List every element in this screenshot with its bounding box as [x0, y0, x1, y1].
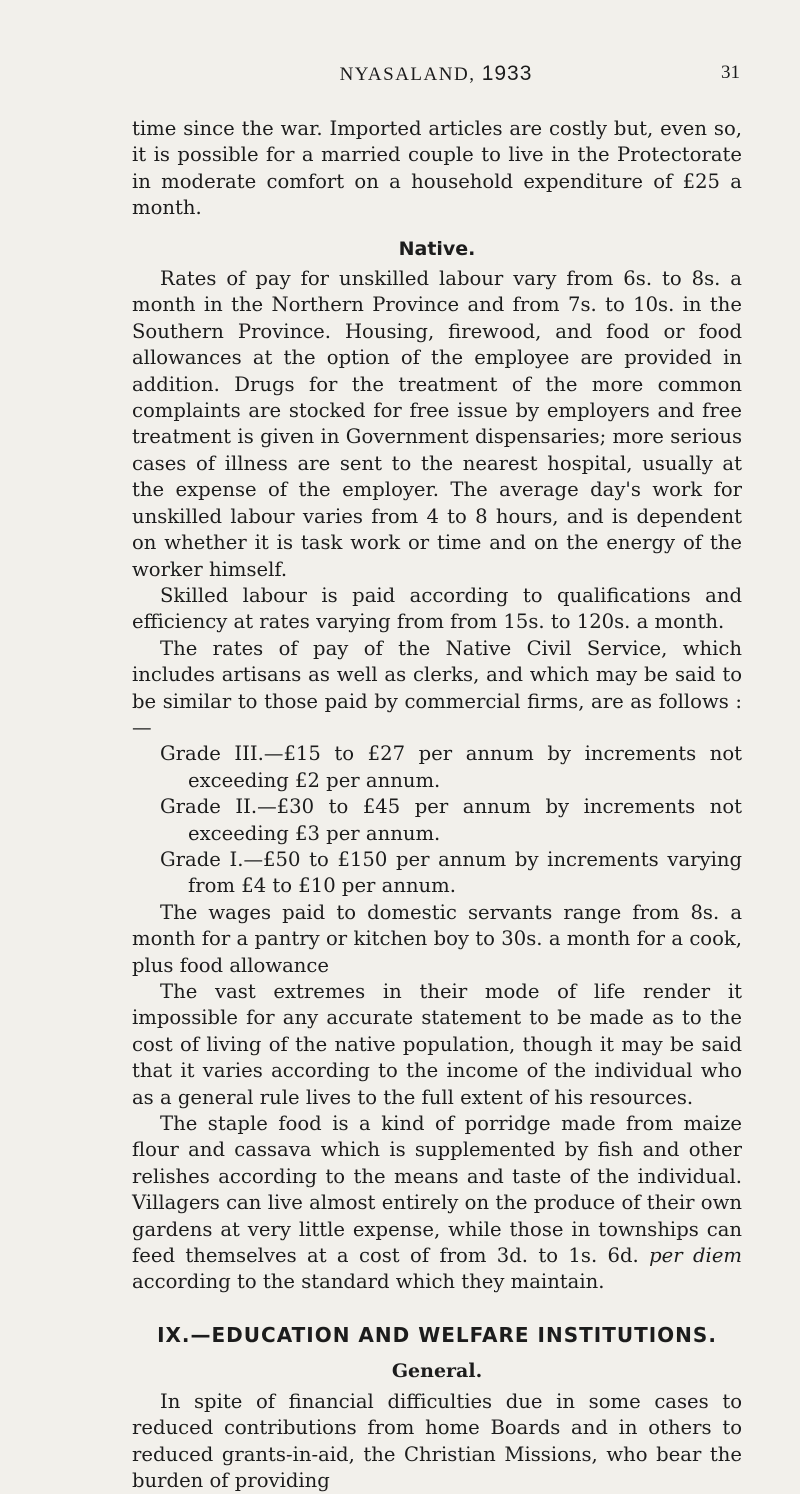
native-paragraph-1: Rates of pay for unskilled labour vary from 6s. to 8s. a month in the Northern Province and from 7s. to 10s. in the Southern Province. Housing, firewood, and food or food allowances at the option of the employee are provided in addition. Drugs for the treatment of the more common complaints are stocked for free issue by employers and free treatment is given in Government dispensaries; more serious cases of illness are sent to the nearest hospital, usually at the expense of the employer. The average day's work for unskilled labour varies from 4 to 8 hours, and is dependent on whether it is task work or time and on the energy of the worker himself.: [132, 267, 742, 581]
running-head-title: NYASALAND,: [339, 64, 482, 85]
section-heading: IX.—EDUCATION AND WELFARE INSTITUTIONS.: [157, 1322, 717, 1347]
running-head-year: 1933: [481, 62, 533, 85]
native-paragraph-6: [132, 1111, 742, 1296]
staple-food-text: The staple food is a kind of porridge made from maize flour and cassava which is supplemented by fish and other relishes according to the means and taste of the individual. Villagers can live almost entirely on the produce of their own gardens at very little expense, while those in townships can feed themselves at a cost of from 3d. to 1s. 6d.: [132, 1112, 742, 1268]
native-paragraph-3: The rates of pay of the Native Civil Service, which includes artisans as well as clerks, and which may be said to be similar to those paid by commercial firms, are as follows :—: [132, 636, 742, 739]
grade-item: [132, 794, 742, 847]
page-number: 31: [721, 62, 740, 83]
grade-item-text: Grade II.—£30 to £45 per annum by increments not exceeding £3 per annum.: [160, 795, 742, 845]
grade-item: [132, 847, 742, 900]
native-paragraph-5: The vast extremes in their mode of life render it impossible for any accurate statement to be made as to the cost of living of the native population, though it may be said that it varies according to the income of the individual who as a general rule lives to the full extent of his resources.: [132, 980, 742, 1109]
grade-item: [132, 741, 742, 794]
running-head: [132, 62, 740, 86]
native-paragraph-4: The wages paid to domestic servants range from 8s. a month for a pantry or kitchen boy to 30s. a month for a cook, plus food allowance: [132, 900, 742, 977]
native-heading: Native.: [398, 237, 476, 260]
per-diem-italic: per diem: [649, 1244, 742, 1268]
general-heading: General.: [391, 1360, 483, 1383]
staple-food-text-end: according to the standard which they maintain.: [132, 1270, 605, 1294]
grade-item-text: Grade I.—£50 to £150 per annum by increments varying from £4 to £10 per annum.: [160, 847, 742, 898]
general-paragraph-1: In spite of financial difficulties due in some cases to reduced contributions from home Boards and in others to reduced grants-in-aid, the Christian Missions, who bear the burden of providing: [132, 1389, 742, 1492]
continuation-paragraph: time since the war. Imported articles are costly but, even so, it is possible for a married couple to live in the Protectorate in moderate comfort on a household expenditure of £25 a month.: [132, 117, 742, 220]
grade-item-text: Grade III.—£15 to £27 per annum by increments not exceeding £2 per annum.: [160, 742, 742, 792]
body-text: [132, 116, 742, 1494]
native-paragraph-2: Skilled labour is paid according to qualifications and efficiency at rates varying from from 15s. to 120s. a month.: [132, 583, 742, 634]
page-header: [132, 62, 740, 92]
